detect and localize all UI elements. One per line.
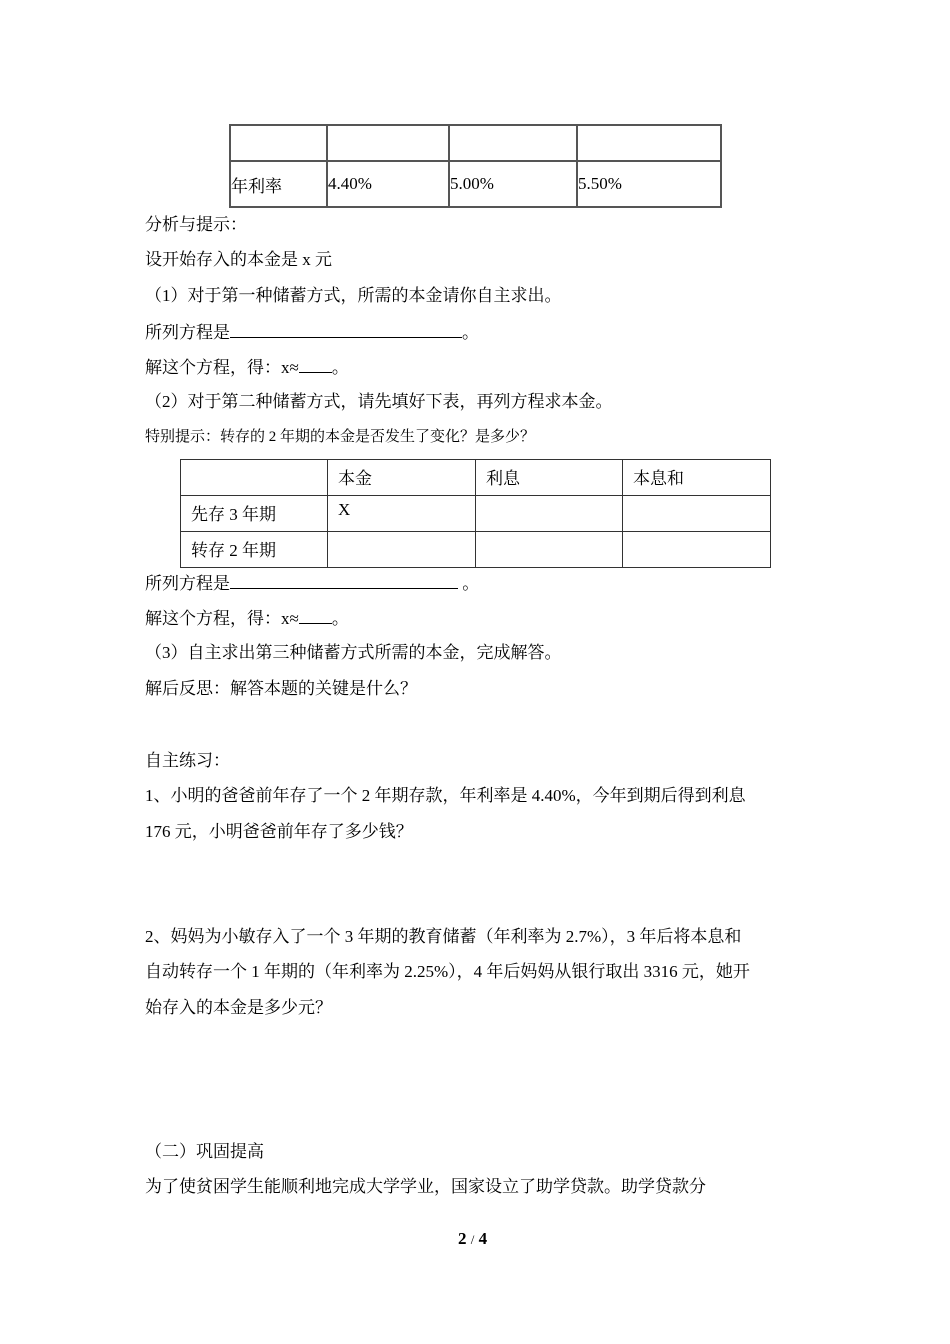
table-cell[interactable] xyxy=(623,496,771,532)
punctuation: 。 xyxy=(331,358,349,377)
page-separator: / xyxy=(470,1232,475,1247)
header-interest: 利息 xyxy=(476,460,623,496)
table-row xyxy=(230,161,721,207)
question-1-line-2: 176 元，小明爸爸前年存了多少钱？ xyxy=(145,822,413,841)
question-2-line-2: 自动转存一个 1 年期的（年利率为 2.25%），4 年后妈妈从银行取出 3316 元，她开 xyxy=(145,962,750,981)
fill-in-table xyxy=(180,459,771,568)
table-row xyxy=(230,125,721,161)
table-cell[interactable] xyxy=(623,532,771,568)
table-cell xyxy=(449,125,577,161)
solve-line-1 xyxy=(145,356,349,379)
punctuation: 。 xyxy=(331,609,349,628)
answer-blank[interactable] xyxy=(299,356,332,373)
question-2-line-1: 2、妈妈为小敏存入了一个 3 年期的教育储蓄（年利率为 2.7%），3 年后将本息和 xyxy=(145,927,742,946)
table-cell[interactable] xyxy=(476,496,623,532)
answer-blank[interactable] xyxy=(299,607,332,624)
question-1-line-1: 1、小明的爸爸前年存了一个 2 年期存款，年利率是 4.40%，今年到期后得到利息 xyxy=(145,786,746,805)
row-label-annual-rate: 年利率 xyxy=(230,161,327,207)
equation-line-1 xyxy=(145,321,479,344)
table-cell[interactable]: X xyxy=(328,496,476,532)
table-row xyxy=(181,460,771,496)
solve-label: 解这个方程，得：x≈ xyxy=(145,358,299,377)
table-row xyxy=(181,532,771,568)
total-pages: 4 xyxy=(478,1229,488,1248)
rate-value: 5.00% xyxy=(449,161,577,207)
reflection-text: 解后反思：解答本题的关键是什么？ xyxy=(145,679,417,698)
row-label: 转存 2 年期 xyxy=(181,532,328,568)
rate-value: 5.50% xyxy=(577,161,721,207)
table-cell xyxy=(230,125,327,161)
question-2-line-3: 始存入的本金是多少元？ xyxy=(145,998,332,1017)
header-total: 本息和 xyxy=(623,460,771,496)
solve-label: 解这个方程，得：x≈ xyxy=(145,609,299,628)
punctuation: 。 xyxy=(458,574,480,593)
current-page: 2 xyxy=(458,1229,467,1248)
row-label: 先存 3 年期 xyxy=(181,496,328,532)
table-row xyxy=(181,496,771,532)
page-number xyxy=(458,1228,487,1251)
step-3-text: （3）自主求出第三种储蓄方式所需的本金，完成解答。 xyxy=(145,643,562,662)
hint-text: 特别提示：转存的 2 年期的本金是否发生了变化？是多少？ xyxy=(145,429,536,445)
table-cell[interactable] xyxy=(328,532,476,568)
table-cell xyxy=(181,460,328,496)
punctuation: 。 xyxy=(462,323,479,342)
solve-line-2 xyxy=(145,607,349,630)
analysis-title: 分析与提示： xyxy=(145,215,247,234)
practice-title: 自主练习： xyxy=(145,751,230,770)
table-cell xyxy=(327,125,449,161)
step-2-text: （2）对于第二种储蓄方式，请先填好下表，再列方程求本金。 xyxy=(145,392,613,411)
step-1-text: （1）对于第一种储蓄方式，所需的本金请你自主求出。 xyxy=(145,286,562,305)
section-2-text: 为了使贫困学生能顺利地完成大学学业，国家设立了助学贷款。助学贷款分 xyxy=(145,1177,706,1196)
header-principal: 本金 xyxy=(328,460,476,496)
table-cell xyxy=(577,125,721,161)
equation-line-2 xyxy=(145,572,479,595)
interest-rate-table xyxy=(229,124,722,208)
section-2-title: （二）巩固提高 xyxy=(145,1142,264,1161)
equation-label: 所列方程是 xyxy=(145,574,230,593)
setup-text: 设开始存入的本金是 x 元 xyxy=(145,250,332,269)
rate-value: 4.40% xyxy=(327,161,449,207)
answer-blank[interactable] xyxy=(230,572,458,589)
equation-label: 所列方程是 xyxy=(145,323,230,342)
answer-blank[interactable] xyxy=(230,321,462,338)
table-cell[interactable] xyxy=(476,532,623,568)
